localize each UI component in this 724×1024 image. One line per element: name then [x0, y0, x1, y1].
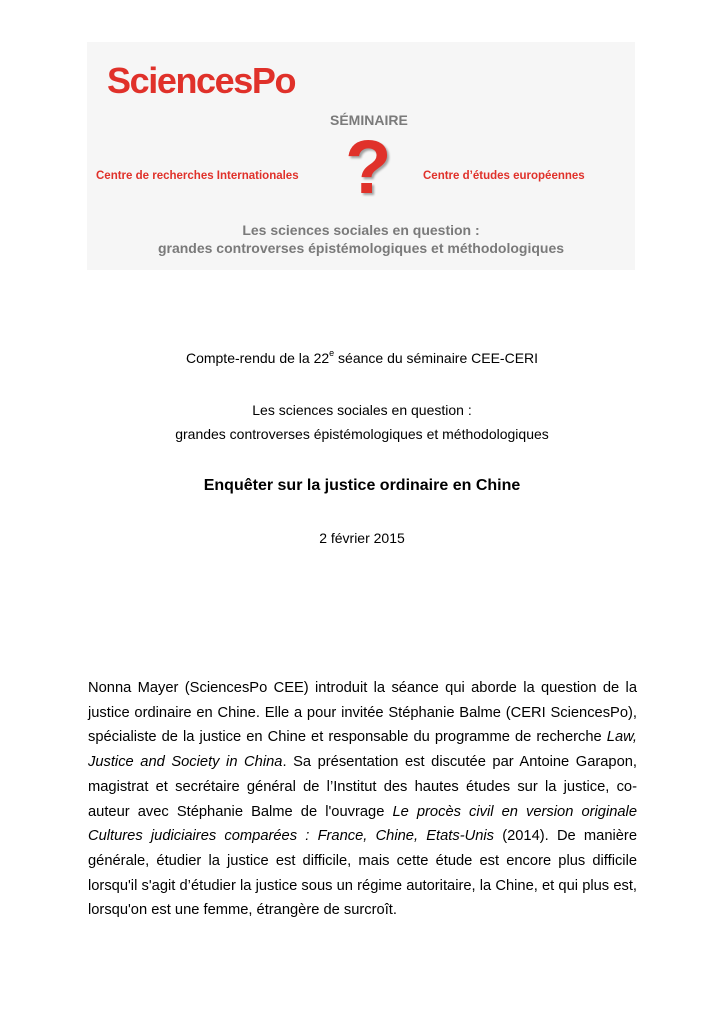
program-title: Law, Justice and Society in China [88, 729, 637, 771]
banner-title-line1: Les sciences sociales en question : [242, 222, 480, 238]
body-paragraph [88, 676, 637, 923]
report-line-suffix: séance du séminaire CEE-CERI [334, 350, 539, 366]
banner-title-line2: grandes controverses épistémologiques et méthodologiques [157, 240, 565, 256]
subtitle-line2: grandes controverses épistémologiques et méthodologiques [175, 426, 549, 442]
sciencespo-logo: SciencesPo [107, 60, 296, 101]
document-title: Enquêter sur la justice ordinaire en Chine [203, 477, 521, 494]
document-date: 2 février 2015 [319, 530, 405, 546]
seminar-banner [87, 42, 635, 270]
subtitle-line1: Les sciences sociales en question : [252, 402, 472, 418]
paragraph-text-3: (2014). De manière générale, étudier la justice est difficile, mais cette étude est encore plus difficile lorsqu'il s'agit d’étudier la justice sous un régime autoritaire, la Chine, et qui plus est, lorsqu'on est une femme, étrangère de surcroît. [88, 828, 637, 919]
report-line-sup: e [329, 348, 335, 359]
paragraph-text-2: . Sa présentation est discutée par Antoine Garapon, magistrat et secrétaire général de l’Institut des hautes études sur la justice, co-auteur avec Stéphanie Balme de l'ouvrage [88, 754, 638, 820]
question-mark-icon: ? [345, 125, 392, 210]
report-line-prefix: Compte-rendu de la 22 [185, 350, 330, 366]
centre-recherches-internationales: Centre de recherches Internationales [96, 170, 299, 182]
centre-etudes-europeennes: Centre d’études européennes [423, 170, 585, 182]
paragraph-text-1: Nonna Mayer (SciencesPo CEE) introduit la séance qui aborde la question de la justice ordinaire en Chine. Elle a pour invitée Stéphanie Balme (CERI SciencesPo), spécialiste de la justice en Chine et responsable du programme de recherche [88, 680, 637, 746]
seminaire-label: SÉMINAIRE [330, 112, 408, 128]
report-line [0, 350, 724, 366]
book-title: Le procès civil en version originale Cultures judiciaires comparées : France, Chine, Etats-Unis [88, 803, 637, 845]
